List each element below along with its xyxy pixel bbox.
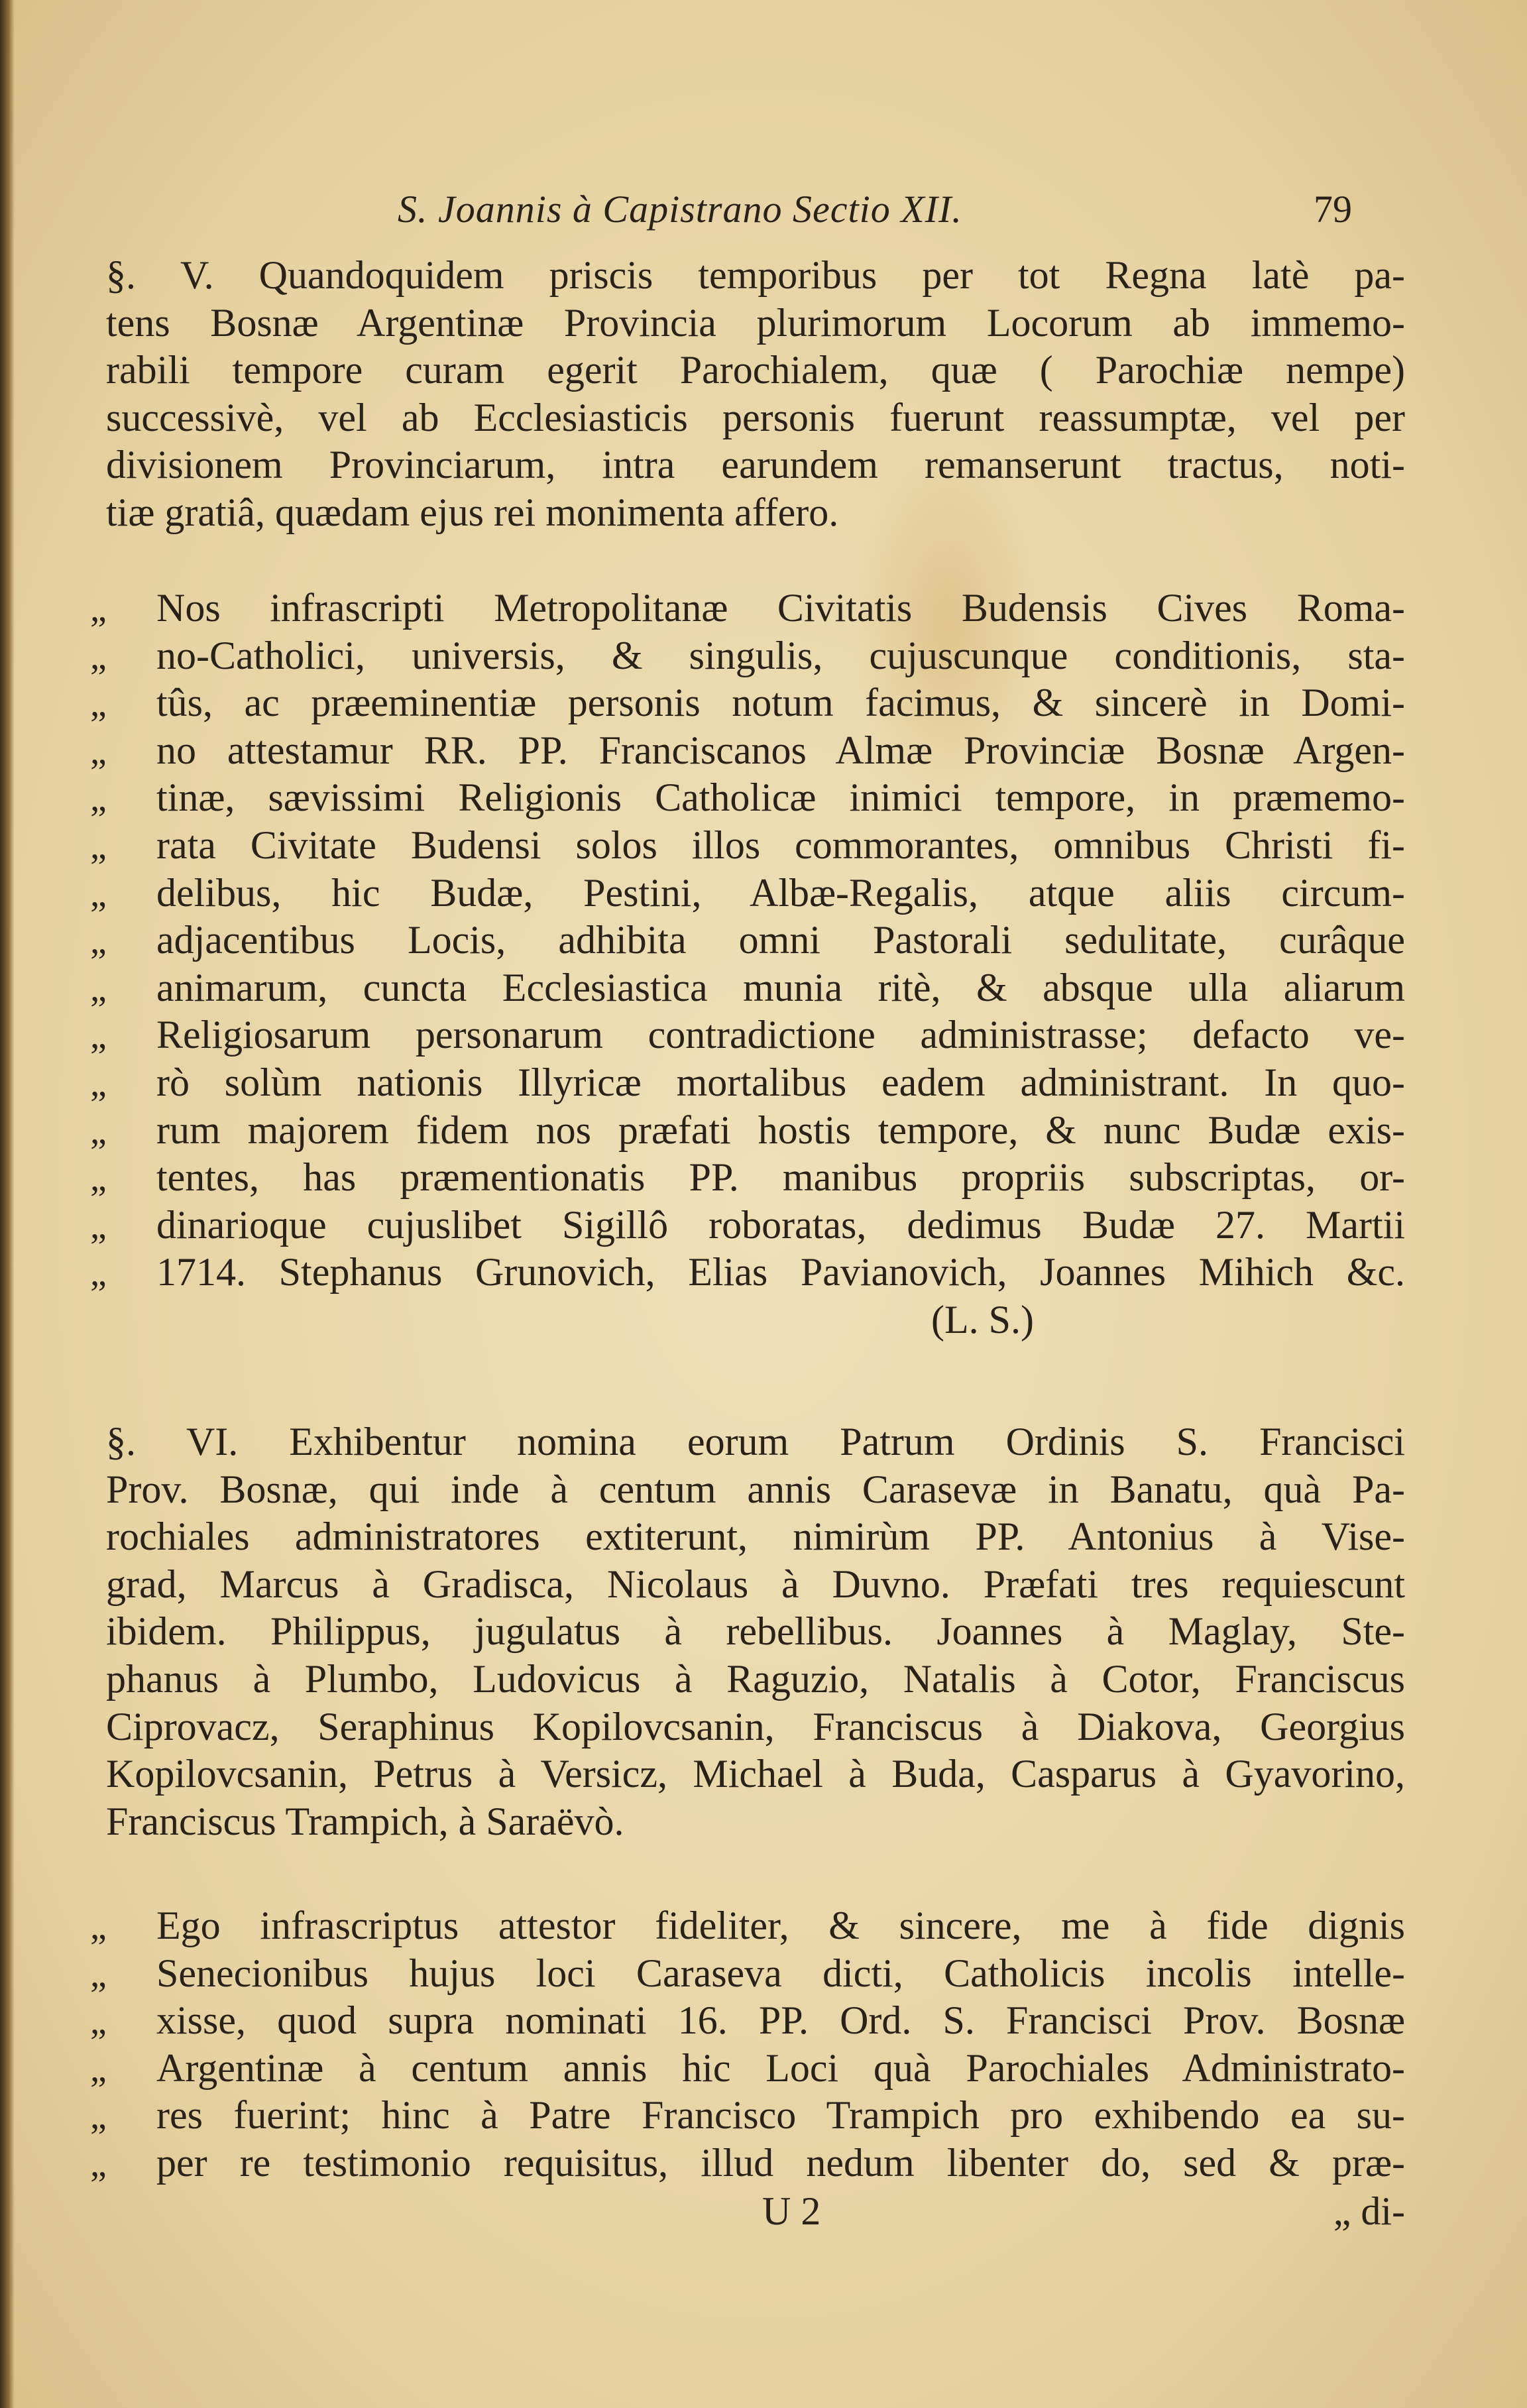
signature-mark: U 2 — [762, 2189, 821, 2233]
quote-line: „ xisse, quod supra nominati 16. PP. Ord. S. Francisci Prov. Bosnæ — [106, 1997, 1405, 2045]
paragraph-vi — [106, 1418, 1405, 1845]
page-binding-edge — [0, 0, 15, 2408]
quote-mark: „ — [90, 1953, 107, 1995]
quote-mark: „ — [90, 1253, 107, 1294]
quote-mark: „ — [90, 1205, 107, 1247]
quote-mark: „ — [90, 2001, 107, 2043]
text-line: ibidem. Philippus, jugulatus à rebellibus. Joannes à Maglay, Ste- — [106, 1609, 1405, 1654]
quote-line: „ tentes, has præmentionatis PP. manibus propriis subscriptas, or- — [106, 1154, 1405, 1202]
quote-mark: „ — [90, 1015, 107, 1057]
quote-mark: „ — [90, 1906, 107, 1947]
quote-line: „ dinarioque cujuslibet Sigillô roboratas, dedimus Budæ 27. Martii — [106, 1202, 1405, 1249]
quote-mark: „ — [90, 873, 107, 915]
text-line: grad, Marcus à Gradisca, Nicolaus à Duvno. Præfati tres requiescunt — [106, 1562, 1405, 1606]
text-line: Kopilovcsanin, Petrus à Versicz, Michael à Buda, Casparus à Gyavorino, — [106, 1752, 1405, 1796]
quote-mark: „ — [90, 683, 107, 725]
quote-line: „ adjacentibus Locis, adhibita omni Pastorali sedulitate, curâque — [106, 917, 1405, 964]
quote-line: „ Argentinæ à centum annis hic Loci quà Parochiales Administrato- — [106, 2045, 1405, 2093]
quote-mark: „ — [90, 589, 107, 630]
quote-mark: „ — [90, 778, 107, 820]
quote-line: „ tinæ, sævissimi Religionis Catholicæ inimici tempore, in præmemo- — [106, 774, 1405, 822]
text-line: divisionem Provinciarum, intra earundem remanserunt tractus, noti- — [106, 443, 1405, 487]
text-line: rochiales administratores extiterunt, nimirùm PP. Antonius à Vise- — [106, 1515, 1405, 1559]
text-line: phanus à Plumbo, Ludovicus à Raguzio, Natalis à Cotor, Franciscus — [106, 1656, 1405, 1701]
quote-mark: „ — [90, 1158, 107, 1200]
quote-mark: „ — [90, 1062, 107, 1104]
quote-line: „ Religiosarum personarum contradictione administrasse; defacto ve- — [106, 1011, 1405, 1059]
text-line: Prov. Bosnæ, qui inde à centum annis Carasevæ in Banatu, quà Pa- — [106, 1467, 1405, 1511]
quote-line: „ animarum, cuncta Ecclesiastica munia ritè, & absque ulla aliarum — [106, 964, 1405, 1012]
quote-testimony-buda — [90, 585, 1405, 1344]
text-line: Franciscus Trampich, à Saraëvò. — [106, 1799, 624, 1843]
quote-line: „ 1714. Stephanus Grunovich, Elias Pavianovich, Joannes Mihich &c. — [106, 1249, 1405, 1296]
text-line: rabili tempore curam egerit Parochialem, quæ ( Parochiæ nempe) — [106, 348, 1405, 392]
catchword: „ di- — [1333, 2189, 1405, 2233]
quote-line: „ no attestamur RR. PP. Franciscanos Almæ Provinciæ Bosnæ Argen- — [106, 727, 1405, 775]
quote-line: „ rata Civitate Budensi solos illos commorantes, omnibus Christi fi- — [106, 822, 1405, 870]
quote-line: „ Ego infrascriptus attestor fideliter, & sincere, me à fide dignis — [106, 1902, 1405, 1950]
page-number: 79 — [1314, 188, 1352, 231]
quote-line: „ res fuerint; hinc à Patre Francisco Trampich pro exhibendo ea su- — [106, 2092, 1405, 2140]
quote-mark: „ — [90, 2048, 107, 2090]
paragraph-v — [106, 252, 1405, 537]
seal-mark: (L. S.) — [931, 1297, 1034, 1342]
quote-mark: „ — [90, 825, 107, 867]
quote-line: „ tûs, ac præeminentiæ personis notum facimus, & sincerè in Domi- — [106, 679, 1405, 727]
quote-line: „ per re testimonio requisitus, illud nedum libenter do, sed & præ- — [106, 2140, 1405, 2187]
running-title: S. Joannis à Capistrano Sectio XII. — [398, 188, 962, 231]
page-footer — [106, 2189, 1405, 2248]
text-line: tiæ gratiâ, quædam ejus rei monimenta affero. — [106, 490, 839, 534]
text-line: successivè, vel ab Ecclesiasticis personis fuerunt reassumptæ, vel per — [106, 395, 1405, 439]
quote-mark: „ — [90, 968, 107, 1009]
quote-line: „ Senecionibus hujus loci Caraseva dicti, Catholicis incolis intelle- — [106, 1950, 1405, 1998]
quote-line: „ rò solùm nationis Illyricæ mortalibus eadem administrant. In quo- — [106, 1059, 1405, 1107]
quote-testimony-caraseva — [90, 1902, 1405, 2187]
quote-line: „ rum majorem fidem nos præfati hostis tempore, & nunc Budæ exis- — [106, 1107, 1405, 1155]
quote-line: „ no-Catholici, universis, & singulis, cujuscunque conditionis, sta- — [106, 632, 1405, 680]
text-line: §. VI. Exhibentur nomina eorum Patrum Ordinis S. Francisci — [106, 1420, 1405, 1463]
quote-line: „ delibus, hic Budæ, Pestini, Albæ-Regalis, atque aliis circum- — [106, 870, 1405, 917]
text-line: §. V. Quandoquidem priscis temporibus per tot Regna latè pa- — [106, 253, 1405, 297]
quote-mark: „ — [90, 1110, 107, 1152]
quote-line: „ Nos infrascripti Metropolitanæ Civitatis Budensis Cives Roma- — [106, 585, 1405, 632]
text-line: Ciprovacz, Seraphinus Kopilovcsanin, Franciscus à Diakova, Georgius — [106, 1704, 1405, 1749]
quote-mark: „ — [90, 2096, 107, 2138]
quote-mark: „ — [90, 636, 107, 677]
text-line: tens Bosnæ Argentinæ Provincia plurimorum Locorum ab immemo- — [106, 300, 1405, 345]
quote-mark: „ — [90, 2143, 107, 2185]
running-header — [398, 187, 1352, 247]
quote-mark: „ — [90, 921, 107, 962]
quote-mark: „ — [90, 730, 107, 772]
